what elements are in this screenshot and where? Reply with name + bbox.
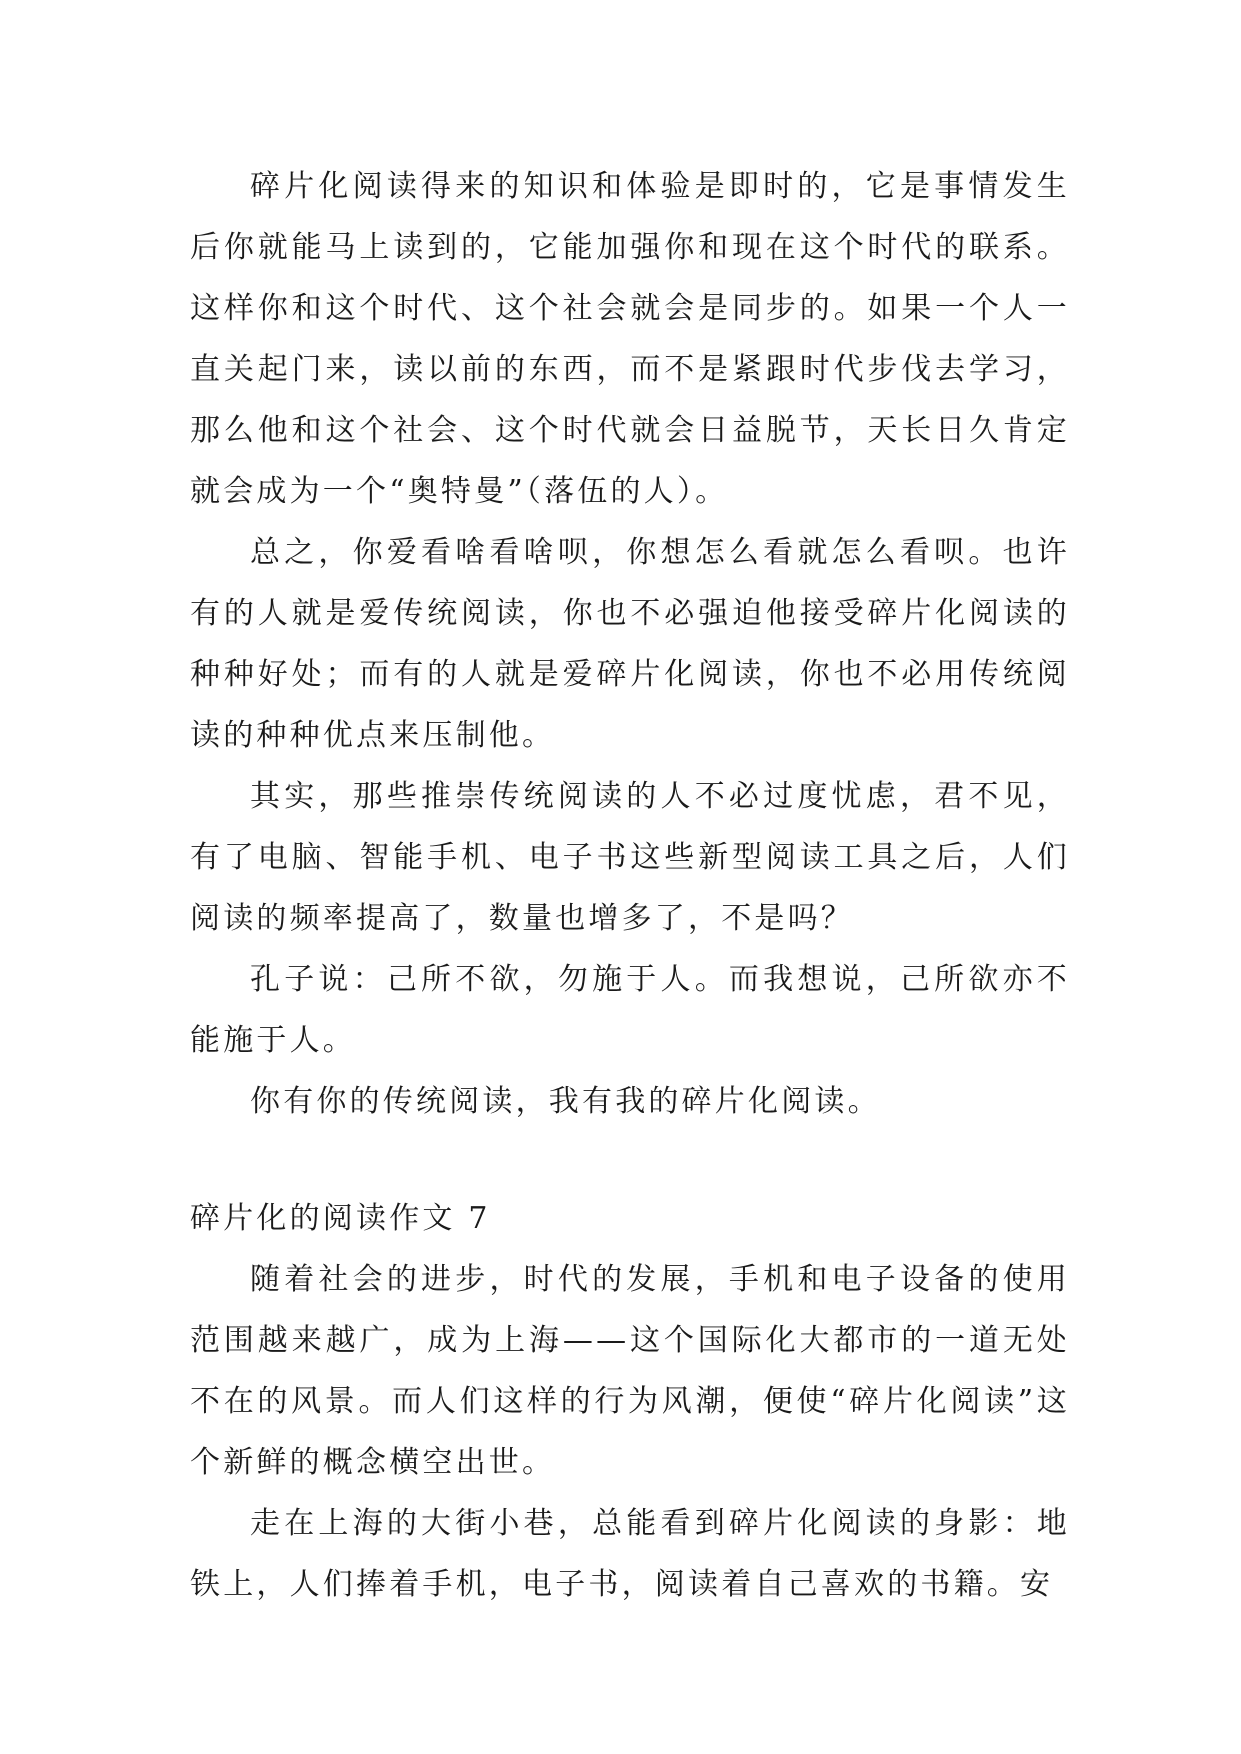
section-heading: 碎片化的阅读作文 7 [190,1201,491,1236]
paragraph-4: 孔子说：己所不欲，勿施于人。而我想说，己所欲亦不能施于人。 [190,962,1070,1058]
paragraph-2: 总之，你爱看啥看啥呗，你想怎么看就怎么看呗。也许有的人就是爱传统阅读，你也不必强迫他接受碎片化阅读的种种好处；而有的人就是爱碎片化阅读，你也不必用传统阅读的种种优点来压制他。 [190,535,1070,753]
paragraph-7: 走在上海的大街小巷，总能看到碎片化阅读的身影：地铁上，人们捧着手机，电子书，阅读着自己喜欢的书籍。安 [190,1506,1070,1602]
document-page [190,156,1070,1615]
paragraph-1: 碎片化阅读得来的知识和体验是即时的，它是事情发生后你就能马上读到的，它能加强你和现在这个时代的联系。这样你和这个时代、这个社会就会是同步的。如果一个人一直关起门来，读以前的东西，而不是紧跟时代步伐去学习，那么他和这个社会、这个时代就会日益脱节，天长日久肯定就会成为一个“奥特曼”（落伍的人）。 [190,169,1070,509]
paragraph-3: 其实，那些推崇传统阅读的人不必过度忧虑，君不见，有了电脑、智能手机、电子书这些新型阅读工具之后，人们阅读的频率提高了，数量也增多了，不是吗？ [190,779,1070,936]
paragraph-5: 你有你的传统阅读，我有我的碎片化阅读。 [250,1084,881,1119]
paragraph-6: 随着社会的进步，时代的发展，手机和电子设备的使用范围越来越广，成为上海——这个国际化大都市的一道无处不在的风景。而人们这样的行为风潮，便使“碎片化阅读”这个新鲜的概念横空出世。 [190,1262,1070,1480]
